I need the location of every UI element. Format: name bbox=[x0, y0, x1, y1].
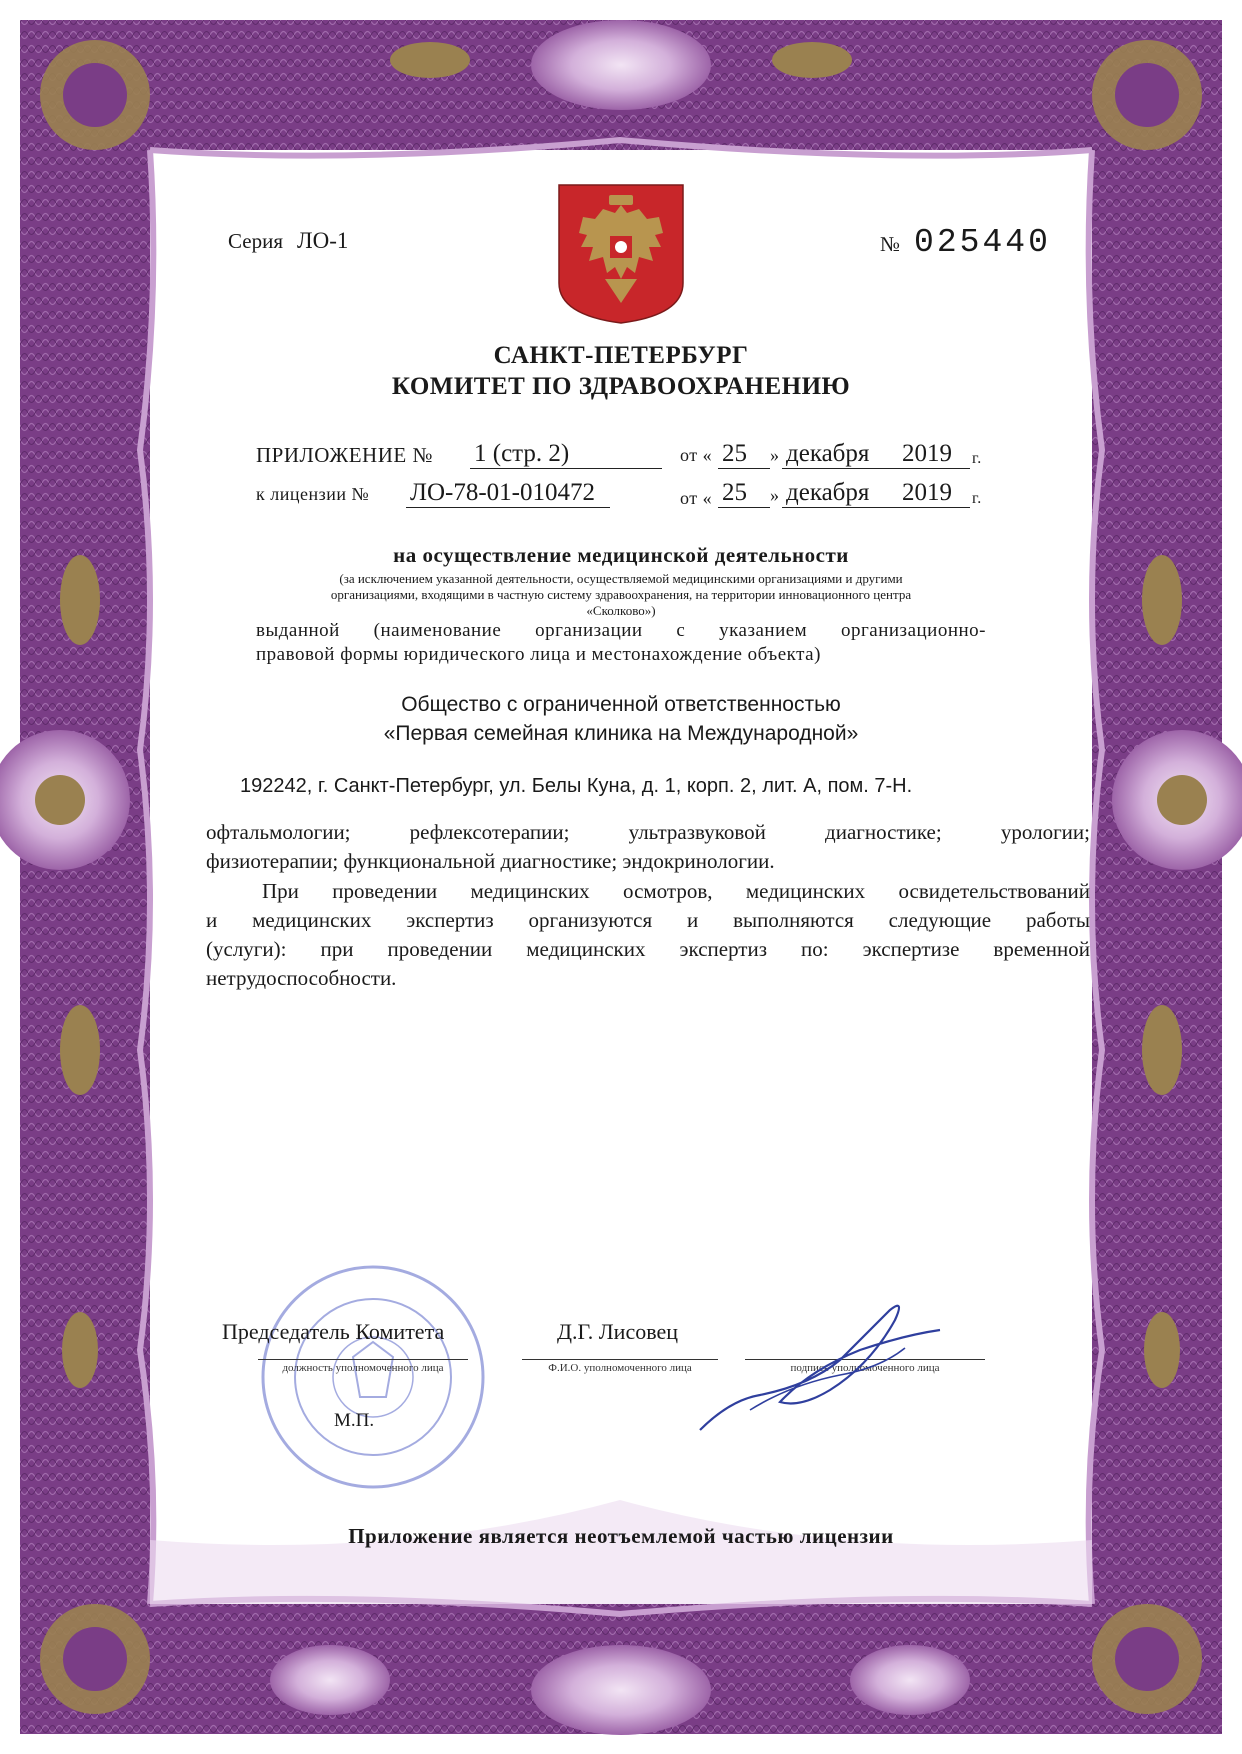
committee-title: КОМИТЕТ ПО ЗДРАВООХРАНЕНИЮ bbox=[391, 373, 851, 400]
organization-line1: Общество с ограниченной ответственностью bbox=[401, 693, 841, 716]
coat-of-arms-emblem bbox=[557, 183, 685, 325]
handwritten-signature bbox=[690, 1290, 950, 1440]
activity-note-line1: (за исключением указанной деятельности, осуществляемой медицинскими организациями и другими bbox=[339, 571, 903, 586]
stamp-place-label: М.П. bbox=[334, 1410, 375, 1431]
services-line1: офтальмологии; рефлексотерапии; ультразвуковой диагностике; урологии; bbox=[206, 820, 1090, 844]
organization-address: 192242, г. Санкт-Петербург, ул. Белы Куна, д. 1, корп. 2, лит. А, пом. 7-Н. bbox=[240, 775, 913, 797]
issued-line2: правовой формы юридического лица и местонахождение объекта) bbox=[256, 644, 821, 665]
appendix-value: 1 (стр. 2) bbox=[470, 440, 662, 469]
signatory-position: Председатель Комитета bbox=[222, 1319, 445, 1344]
appendix-year-suffix: г. bbox=[972, 450, 982, 467]
signatory-name: Д.Г. Лисовец bbox=[557, 1319, 678, 1344]
license-quote-close: » bbox=[770, 485, 780, 505]
series bbox=[228, 228, 348, 254]
exams-line4: нетрудоспособности. bbox=[206, 966, 397, 990]
document-number bbox=[880, 224, 1051, 261]
activity-note-line2: организациями, входящими в частную систему здравоохранения, на территории инновационного центра bbox=[330, 587, 912, 602]
activity-note-line3: «Сколково») bbox=[586, 603, 656, 618]
exams-line2: и медицинских экспертиз организуются и выполняются следующие работы bbox=[206, 908, 1090, 932]
footer-note: Приложение является неотъемлемой частью лицензии bbox=[348, 1524, 894, 1548]
appendix-year: 2019 bbox=[898, 440, 970, 469]
issued-line1: выданной (наименование организации с указанием организационно- bbox=[256, 620, 986, 641]
exams-line3: (услуги): при проведении медицинских экспертиз по: экспертизе временной bbox=[206, 937, 1090, 961]
activity-title: на осуществление медицинской деятельности bbox=[393, 543, 849, 567]
series-label: Серия bbox=[228, 229, 283, 253]
position-caption: должность уполномоченного лица bbox=[258, 1359, 468, 1374]
official-stamp bbox=[258, 1262, 488, 1492]
license-day: 25 bbox=[718, 479, 770, 508]
appendix-quote-close: » bbox=[770, 445, 780, 465]
name-caption: Ф.И.О. уполномоченного лица bbox=[522, 1359, 718, 1374]
appendix-day: 25 bbox=[718, 440, 770, 469]
appendix-date-from: от « bbox=[680, 445, 713, 465]
services-line2: физиотерапии; функциональной диагностике; эндокринологии. bbox=[206, 849, 775, 873]
appendix-label: ПРИЛОЖЕНИЕ № bbox=[256, 443, 433, 467]
number-label: № bbox=[880, 232, 901, 256]
series-value: ЛО-1 bbox=[296, 228, 349, 253]
organization-line2: «Первая семейная клиника на Международной» bbox=[383, 722, 859, 745]
number-value: 025440 bbox=[914, 224, 1051, 261]
license-value: ЛО-78-01-010472 bbox=[406, 479, 610, 508]
city-title: САНКТ-ПЕТЕРБУРГ bbox=[493, 342, 749, 369]
license-month: декабря bbox=[782, 479, 900, 508]
license-date-from: от « bbox=[680, 488, 713, 508]
appendix-month: декабря bbox=[782, 440, 900, 469]
license-year: 2019 bbox=[898, 479, 970, 508]
license-label: к лицензии № bbox=[256, 484, 370, 504]
exams-line1: При проведении медицинских осмотров, медицинских освидетельствований bbox=[262, 879, 1090, 903]
license-year-suffix: г. bbox=[972, 490, 982, 507]
signature-caption: подпись уполномоченного лица bbox=[745, 1359, 985, 1374]
